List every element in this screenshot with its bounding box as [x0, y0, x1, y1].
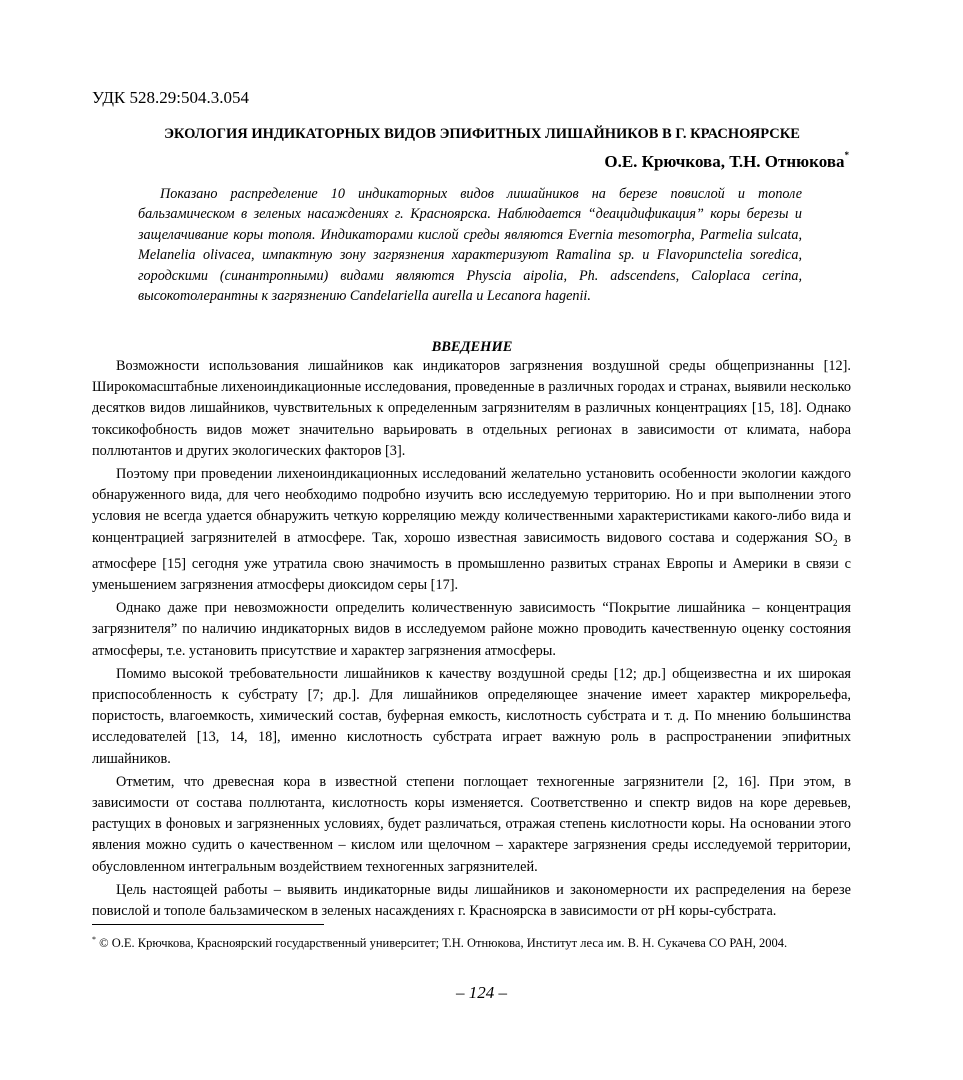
- authors-line: [604, 152, 849, 172]
- paragraph: Цель настоящей работы – выявить индикаторные виды лишайников и закономерности их распределения на березе повислой и тополе бальзамическом в зеленых насаждениях г. Красноярска в зависимости от pH коры-субстрата.: [92, 881, 851, 919]
- paragraph: Однако даже при невозможности определить количественную зависимость “Покрытие лишайника – концентрация загрязнителя” по наличию индикаторных видов в исследуемом районе можно проводить качественную оценку состояния атмосферы, т.е. установить присутствие и характер загрязнения атмосферы.: [92, 600, 851, 659]
- paragraph: Помимо высокой требовательности лишайников к качеству воздушной среды [12; др.] общеизвестна и их широкая приспособленность к субстрату [7; др.]. Для лишайников определяющее значение имеет характер микрорельефа, пористость, влагоемкость, химический состав, буферная емкость, кислотность субстрата и т. д. По мнению большинства исследователей [13, 14, 18], именно кислотность субстрата играет важную роль в распространении эпифитных лишайников.: [92, 665, 851, 767]
- paragraph: Отметим, что древесная кора в известной степени поглощает техногенные загрязнители [2, 16]. При этом, в зависимости от состава поллютанта, кислотность коры изменяется. Соответственно и спектр видов на коре деревьев, растущих в фоновых и загрязненных условиях, будет различаться, отражая степень кислотности коры. На основании этого явления можно судить о качественном – кислом или щелочном – характере загрязнения среды исследуемой территории, обусловленном интегральным воздействием техногенных загрязнителей.: [92, 773, 851, 875]
- paragraph: Возможности использования лишайников как индикаторов загрязнения воздушной среды общепризнанны [12]. Широкомасштабные лихеноиндикационные исследования, проведенные в различных городах и странах, выявили несколько десятков видов лишайников, чувствительных к определенным загрязнителям в различных концентрациях [15, 18]. Однако токсикофобность видов может значительно варьировать в отдельных регионах в зависимости от климата, набора поллютантов и других экологических факторов [3].: [92, 358, 851, 459]
- footnote-mark: *: [92, 935, 96, 944]
- section-heading: ВВЕДЕНИЕ: [431, 339, 513, 355]
- page-number: – 124 –: [456, 983, 507, 1002]
- author-footnote-mark: *: [844, 150, 849, 160]
- article-body: [92, 356, 851, 924]
- paragraph-text: Поэтому при проведении лихеноиндикационных исследований желательно установить особенности экологии каждого обнаруженного вида, для чего необходимо подробно изучить всю исследуемую территорию. Но и при выполнении этого условия не всегда удается обнаружить четкую корреляцию между количественными характеристиками какого-либо вида и концентрацией загрязнителей в атмосфере. Так, хорошо известная зависимость видового состава и содержания: [92, 466, 851, 546]
- authors: О.Е. Крючкова, Т.Н. Отнюкова: [604, 152, 845, 171]
- paragraph: [92, 464, 851, 596]
- article-title: ЭКОЛОГИЯ ИНДИКАТОРНЫХ ВИДОВ ЭПИФИТНЫХ ЛИШАЙНИКОВ В Г. КРАСНОЯРСКЕ: [164, 126, 800, 142]
- abstract: Показано распределение 10 индикаторных видов лишайников на березе повислой и тополе бальзамическом в зеленых насаждениях г. Красноярска. Наблюдается “деацидификация” коры березы и защелачивание коры тополя. Индикаторами кислой среды являются Evernia mesomorpha, Parmelia sulcata, Melanelia olivacea, импактную зону загрязнения характеризуют Ramalina sp. и Flavopunctelia soredica, городскими (синантропными) видами являются Physcia aipolia, Ph. adscendens, Caloplaca cerina, высокотолерантны к загрязнению Candelariella aurella и Lecanora hagenii.: [138, 186, 802, 305]
- footnote-rule: [92, 924, 324, 925]
- paragraph-text-tail: в атмосфере [15] сегодня уже утратила свою значимость в промышленно развитых странах Европы и Америки в связи с уменьшением загрязнения атмосферы диоксидом серы [17].: [92, 529, 851, 593]
- udk-code: УДК 528.29:504.3.054: [92, 88, 249, 107]
- so2-formula: $SO_2$: [814, 529, 838, 548]
- footnote-text: © О.Е. Крючкова, Красноярский государственный университет; Т.Н. Отнюкова, Институт леса им. В. Н. Сукачева СО РАН, 2004.: [99, 936, 788, 951]
- footnote: [92, 931, 851, 953]
